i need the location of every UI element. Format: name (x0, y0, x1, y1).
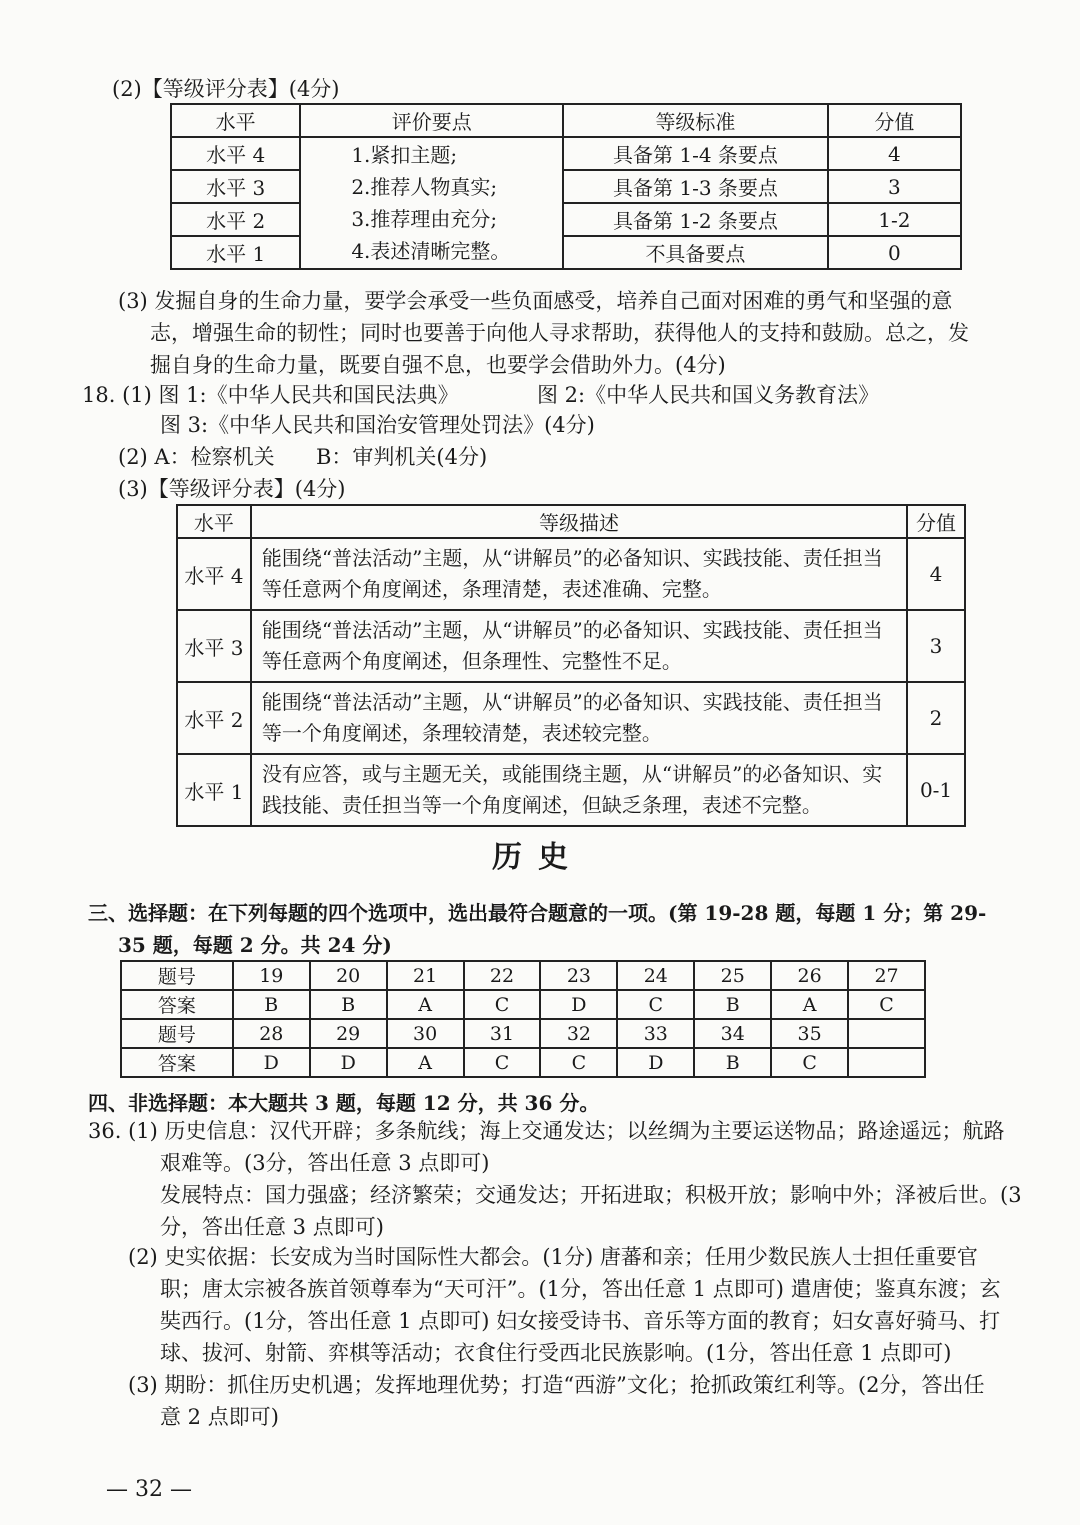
score-cell: 1-2 (828, 203, 961, 236)
header-standard: 等级标准 (563, 104, 827, 137)
empty-cell (848, 1019, 925, 1048)
sec3-instruction-2: 35 题，每题 2 分。共 24 分) (118, 933, 392, 957)
desc-cell: 没有应答，或与主题无关，或能围绕主题，从“讲解员”的必备知识、实践技能、责任担当等一个角度阐述，但缺乏条理，表述不完整。 (251, 754, 907, 826)
score-cell: 0-1 (907, 754, 965, 826)
q36-line: 意 2 点即可) (160, 1405, 279, 1429)
level-cell: 水平 1 (171, 236, 300, 269)
header-level: 水平 (177, 505, 251, 538)
level-cell: 水平 4 (177, 538, 251, 610)
question-number: 33 (617, 1019, 694, 1048)
answer-cell: C (771, 1048, 848, 1077)
question-number: 27 (848, 961, 925, 990)
q36-line: (3) 期盼：抓住历史机遇；发挥地理优势；打造“西游”文化；抢抓政策红利等。(2分，答出任 (128, 1373, 985, 1397)
score-cell: 4 (907, 538, 965, 610)
answer-cell: B (694, 1048, 771, 1077)
answer-cell: B (233, 990, 310, 1019)
level-cell: 水平 1 (177, 754, 251, 826)
question-number: 32 (540, 1019, 617, 1048)
question-number: 23 (540, 961, 617, 990)
q18-1-line-b: 图 2:《中华人民共和国义务教育法》 (537, 383, 880, 407)
desc-cell: 能围绕“普法活动”主题，从“讲解员”的必备知识、实践技能、责任担当等任意两个角度阐述，条理清楚，表述准确、完整。 (251, 538, 907, 610)
point-item: 4.表述清晰完整。 (351, 239, 511, 263)
header-desc: 等级描述 (251, 505, 907, 538)
header-level: 水平 (171, 104, 300, 137)
q18-2-line: (2) A：检察机关 (118, 445, 275, 469)
point-item: 2.推荐人物真实; (351, 175, 498, 199)
q36-line: 球、拔河、射箭、弈棋等活动；衣食住行受西北民族影响。(1分，答出任意 1 点即可) (160, 1341, 952, 1365)
question-number: 35 (771, 1019, 848, 1048)
standard-cell: 具备第 1-3 条要点 (563, 170, 827, 203)
label-answer: 答案 (121, 990, 233, 1019)
answer-cell: C (848, 990, 925, 1019)
q36-line: 分，答出任意 3 点即可) (160, 1215, 384, 1239)
question-number: 25 (694, 961, 771, 990)
q17-3-line: (3) 发掘自身的生命力量，要学会承受一些负面感受，培养自己面对困难的勇气和坚强的意 (118, 289, 953, 313)
sec3-instruction: 三、选择题：在下列每题的四个选项中，选出最符合题意的一项。(第 19-28 题，每题 1 分；第 29- (88, 901, 987, 925)
question-number: 21 (387, 961, 464, 990)
question-number: 19 (233, 961, 310, 990)
question-number: 30 (387, 1019, 464, 1048)
question-number: 26 (771, 961, 848, 990)
standard-cell: 具备第 1-2 条要点 (563, 203, 827, 236)
level-cell: 水平 3 (171, 170, 300, 203)
question-number: 22 (464, 961, 541, 990)
q17-3-line: 志，增强生命的韧性；同时也要善于向他人寻求帮助，获得他人的支持和鼓励。总之，发 (150, 321, 969, 345)
q36-line: 奘西行。(1分，答出任意 1 点即可) 妇女接受诗书、音乐等方面的教育；妇女喜好骑马、打 (160, 1309, 1001, 1333)
question-number: 34 (694, 1019, 771, 1048)
level-cell: 水平 2 (177, 682, 251, 754)
page-number: — 32 — (106, 1477, 192, 1502)
question-number: 20 (310, 961, 387, 990)
standard-cell: 具备第 1-4 条要点 (563, 137, 827, 170)
question-number: 24 (617, 961, 694, 990)
answer-cell: D (617, 1048, 694, 1077)
header-points: 评价要点 (300, 104, 563, 137)
answer-table (120, 960, 926, 1078)
answer-cell: C (464, 990, 541, 1019)
answer-cell: C (540, 1048, 617, 1077)
label-answer: 答案 (121, 1048, 233, 1077)
q36-line: 职；唐太宗被各族首领尊奉为“天可汗”。(1分，答出任意 1 点即可) 遣唐使；鉴真东渡；玄 (160, 1277, 1001, 1301)
q36-line: (2) 史实依据：长安成为当时国际性大都会。(1分) 唐蕃和亲；任用少数民族人士担任重要官 (128, 1245, 978, 1269)
q36-line: 36. (1) 历史信息：汉代开辟；多条航线；海上交通发达；以丝绸为主要运送物品；路途遥远；航路 (88, 1119, 1005, 1143)
score-cell: 3 (907, 610, 965, 682)
q18-3-title: (3)【等级评分表】(4分) (118, 477, 346, 501)
answer-cell: D (310, 1048, 387, 1077)
answer-cell: A (387, 1048, 464, 1077)
points-cell (300, 137, 563, 269)
q18-1-line: 18. (1) 图 1:《中华人民共和国民法典》 (82, 383, 459, 407)
q17-3-line: 掘自身的生命力量，既要自强不息，也要学会借助外力。(4分) (150, 353, 726, 377)
question-number: 31 (464, 1019, 541, 1048)
label-question: 题号 (121, 961, 233, 990)
answer-cell: C (464, 1048, 541, 1077)
point-item: 1.紧扣主题; (351, 143, 458, 167)
level-cell: 水平 3 (177, 610, 251, 682)
header-score: 分值 (907, 505, 965, 538)
q17-2-title: (2)【等级评分表】(4分) (112, 77, 340, 101)
empty-cell (848, 1048, 925, 1077)
answer-cell: A (771, 990, 848, 1019)
grading-table-17 (170, 103, 962, 270)
standard-cell: 不具备要点 (563, 236, 827, 269)
question-number: 29 (310, 1019, 387, 1048)
score-cell: 0 (828, 236, 961, 269)
history-section-title: 历史 (492, 840, 584, 875)
q18-1-line-c: 图 3:《中华人民共和国治安管理处罚法》(4分) (160, 413, 595, 437)
desc-cell: 能围绕“普法活动”主题，从“讲解员”的必备知识、实践技能、责任担当等一个角度阐述，条理较清楚，表述较完整。 (251, 682, 907, 754)
answer-cell: B (694, 990, 771, 1019)
level-cell: 水平 2 (171, 203, 300, 236)
desc-cell: 能围绕“普法活动”主题，从“讲解员”的必备知识、实践技能、责任担当等任意两个角度阐述，但条理性、完整性不足。 (251, 610, 907, 682)
q36-line: 艰难等。(3分，答出任意 3 点即可) (160, 1151, 490, 1175)
answer-cell: C (617, 990, 694, 1019)
point-item: 3.推荐理由充分; (351, 207, 498, 231)
answer-cell: A (387, 990, 464, 1019)
score-cell: 2 (907, 682, 965, 754)
sec4-instruction: 四、非选择题：本大题共 3 题，每题 12 分，共 36 分。 (88, 1091, 600, 1115)
level-cell: 水平 4 (171, 137, 300, 170)
answer-cell: D (233, 1048, 310, 1077)
question-number: 28 (233, 1019, 310, 1048)
label-question: 题号 (121, 1019, 233, 1048)
score-cell: 3 (828, 170, 961, 203)
grading-table-18 (176, 504, 966, 827)
answer-cell: D (540, 990, 617, 1019)
answer-cell: B (310, 990, 387, 1019)
header-score: 分值 (828, 104, 961, 137)
score-cell: 4 (828, 137, 961, 170)
q36-line: 发展特点：国力强盛；经济繁荣；交通发达；开拓进取；积极开放；影响中外；泽被后世。(3 (160, 1183, 1022, 1207)
q18-2-line-b: B：审判机关(4分) (316, 445, 488, 469)
